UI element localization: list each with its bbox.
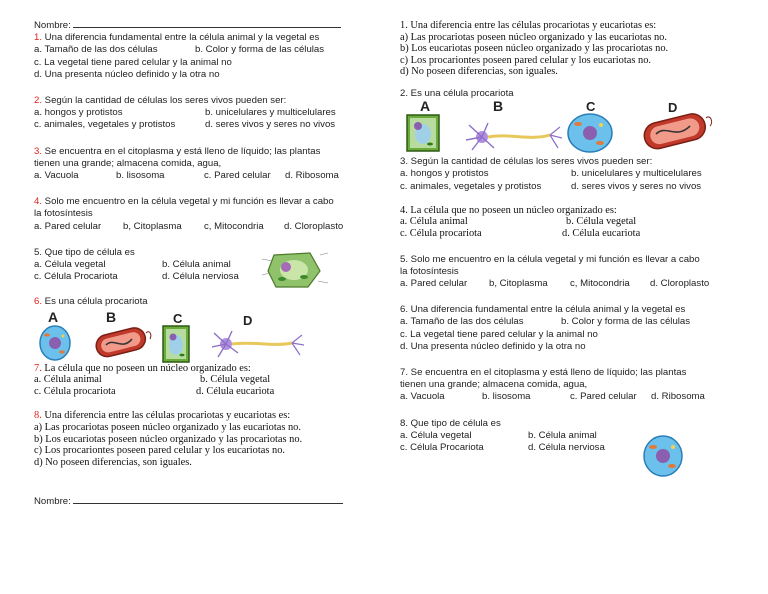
option-b: b. Color y forma de las células [561, 316, 691, 328]
option-c: c. Pared celular [204, 170, 271, 182]
question-number: 2. [34, 95, 43, 107]
option-c: c) Los procariontes poseen pared celular y los eucariotas no. [400, 54, 652, 66]
right-worksheet [400, 20, 745, 454]
image-label-b: B [106, 308, 117, 325]
nombre-row [34, 18, 354, 32]
option-d: d. seres vivos y seres no vivos [205, 119, 336, 131]
question-text: 5. Solo me encuentro en la célula vegetal y mi función es llevar a cabo [400, 253, 700, 265]
left-question-5 [34, 247, 354, 284]
right-question-8 [400, 418, 745, 455]
option-a: a) Las procariotas poseen núcleo organizado y las eucariotas no. [34, 422, 301, 434]
image-label-a: A [420, 98, 431, 115]
plant-cell-diagram-icon [262, 249, 328, 291]
right-question-2 [400, 88, 745, 156]
image-label-c: C [586, 99, 596, 115]
option-a: a. Célula animal [34, 374, 102, 386]
question-text: Según la cantidad de células los seres vivos pueden ser: [42, 95, 287, 107]
option-a: a. Célula animal [400, 216, 468, 228]
question-text: Se encuentra en el citoplasma y está lleno de líquido; las plantas [42, 145, 321, 157]
option-c: c, Mitocondria [204, 220, 264, 232]
bacteria-cell-icon [640, 110, 714, 154]
question-text: 1. Una diferencia entre las células procariotas y eucariotas es: [400, 20, 657, 31]
question-text: 5. Que tipo de célula es [34, 246, 135, 258]
left-worksheet [34, 18, 354, 509]
question-number: 4. [34, 196, 43, 208]
option-d: d. Ribosoma [285, 170, 339, 182]
bacteria-cell-icon [92, 325, 152, 361]
option-c: c) Los procariontes poseen pared celular y los eucariotas no. [34, 445, 286, 457]
question-text-continued: tienen una grande; almacena comida, agua, [400, 379, 588, 391]
left-question-1 [34, 32, 354, 81]
question-number: 6. [34, 296, 43, 308]
right-question-7 [400, 367, 745, 404]
option-a: a. hongos y protistos [400, 168, 489, 180]
image-label-a: A [48, 308, 59, 325]
option-c: c. Pared celular [570, 391, 637, 403]
option-b: b. Célula vegetal [566, 216, 637, 228]
question-text: Una diferencia fundamental entre la célula animal y la vegetal es [42, 32, 320, 44]
question-text-continued: la fotosíntesis [34, 208, 93, 220]
option-a: a. Tamaño de las dos células [400, 316, 524, 328]
option-a: a. Tamaño de las dos células [34, 44, 158, 56]
left-question-3 [34, 146, 354, 183]
left-question-6 [34, 296, 354, 362]
option-a: a) Las procariotas poseen núcleo organizado y las eucariotas no. [400, 31, 667, 43]
question-number: 7. [34, 362, 42, 374]
nombre-label: Nombre: [34, 20, 71, 31]
question-number: 3. [34, 145, 43, 157]
question-number: 1. [34, 32, 43, 44]
question-text: Solo me encuentro en la célula vegetal y mi función es llevar a cabo [42, 196, 334, 208]
question-text: Una diferencia entre las células procariotas y eucariotas es: [41, 410, 291, 422]
cell-images-row [34, 309, 354, 363]
animal-cell-icon [38, 324, 72, 362]
option-b: b. lisosoma [482, 391, 531, 403]
question-text: 2. Es una célula procariota [400, 87, 514, 99]
option-d: d. Cloroplasto [284, 220, 344, 232]
option-a: a. Célula vegetal [400, 429, 472, 441]
nombre-footer-row [34, 494, 354, 508]
left-question-4 [34, 196, 354, 233]
option-a: a. Célula vegetal [34, 259, 106, 271]
option-d: d. Célula eucariota [562, 227, 641, 239]
question-text-continued: tienen una grande; almacena comida, agua, [34, 157, 222, 169]
right-question-1 [400, 20, 745, 78]
option-c: c. animales, vegetales y protistos [34, 119, 176, 131]
question-text: 8. Que tipo de célula es [400, 417, 501, 429]
question-text-continued: la fotosíntesis [400, 265, 459, 277]
option-b: b. unicelulares y multicelulares [205, 107, 336, 119]
option-a: a. hongos y protistos [34, 107, 123, 119]
question-text: 3. Según la cantidad de células los seres vivos pueden ser: [400, 156, 653, 168]
image-label-b: B [493, 98, 504, 115]
plant-cell-icon [406, 114, 440, 152]
nombre-blank [73, 18, 341, 28]
option-d: d. Célula eucariota [196, 385, 275, 397]
question-text: 7. Se encuentra en el citoplasma y está lleno de líquido; las plantas [400, 366, 687, 378]
right-question-3 [400, 156, 745, 193]
image-label-d: D [668, 100, 678, 116]
question-number: 8. [34, 410, 42, 422]
option-b: b. Célula animal [162, 259, 231, 271]
option-c: c. La vegetal tiene pared celular y la animal no [400, 328, 598, 340]
option-c: c. animales, vegetales y protistos [400, 180, 542, 192]
right-question-4 [400, 205, 745, 240]
option-c: c, Mitocondria [570, 277, 630, 289]
left-question-7 [34, 363, 354, 398]
option-b: b, Citoplasma [489, 277, 548, 289]
cell-images-row [400, 100, 745, 156]
animal-cell-icon [642, 434, 684, 478]
option-b: b. Célula vegetal [200, 374, 271, 386]
question-text: Es una célula procariota [42, 296, 148, 308]
option-b: b. Célula animal [528, 429, 597, 441]
option-c: c. Célula Procariota [400, 442, 484, 453]
option-a: a. Vacuola [400, 391, 445, 403]
option-d: d) No poseen diferencias, son iguales. [400, 66, 558, 78]
neuron-cell-icon [212, 329, 304, 359]
neuron-cell-icon [466, 122, 562, 152]
option-a: a. Pared celular [400, 277, 468, 289]
animal-cell-icon [566, 112, 614, 154]
option-b: b) Los eucariotas poseen núcleo organizado y las procariotas no. [400, 43, 669, 55]
option-b: b. unicelulares y multicelulares [571, 168, 702, 180]
option-d: d. Cloroplasto [650, 277, 710, 289]
option-b: b. lisosoma [116, 170, 165, 182]
option-d: d. seres vivos y seres no vivos [571, 180, 702, 192]
question-text: La célula que no poseen un núcleo organizado es: [41, 362, 251, 374]
image-label-d: D [243, 312, 253, 328]
question-text: 6. Una diferencia fundamental entre la célula animal y la vegetal es [400, 304, 686, 316]
option-d: d. Una presenta núcleo definido y la otra no [400, 340, 586, 352]
option-b: b. Color y forma de las células [195, 44, 325, 56]
option-c: c. Célula procariota [34, 385, 116, 397]
nombre-footer-label: Nombre: [34, 496, 71, 508]
option-a: a. Pared celular [34, 220, 102, 232]
option-d: d. Ribosoma [651, 391, 705, 403]
right-question-6 [400, 304, 745, 353]
option-a: a. Vacuola [34, 170, 79, 182]
question-text: 4. La célula que no poseen un núcleo organizado es: [400, 204, 617, 216]
nombre-footer-blank [73, 494, 343, 504]
option-d: d) No poseen diferencias, son iguales. [34, 456, 192, 468]
left-question-2 [34, 95, 354, 132]
option-b: b) Los eucariotas poseen núcleo organizado y las procariotas no. [34, 433, 303, 445]
option-d: d. Célula nerviosa [528, 442, 605, 453]
right-question-5 [400, 254, 745, 291]
option-c: c. Célula Procariota [34, 271, 118, 283]
option-c: c. La vegetal tiene pared celular y la animal no [34, 56, 232, 68]
option-b: b, Citoplasma [123, 220, 182, 232]
option-d: d. Célula nerviosa [162, 271, 239, 283]
left-question-8 [34, 410, 354, 468]
image-label-c: C [173, 310, 183, 326]
option-d: d. Una presenta núcleo definido y la otra no [34, 68, 220, 80]
plant-cell-icon [162, 325, 190, 363]
option-c: c. Célula procariota [400, 227, 482, 239]
